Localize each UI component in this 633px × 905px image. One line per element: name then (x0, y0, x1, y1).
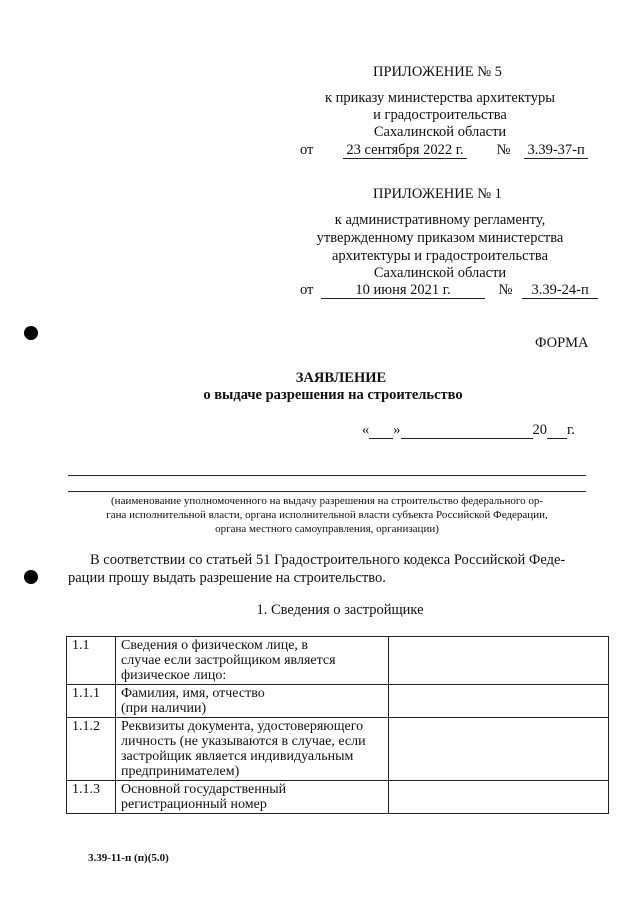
application-subtitle: о выдаче разрешения на строительство (203, 387, 463, 403)
application-title: ЗАЯВЛЕНИЕ (295, 370, 387, 386)
appendix5-date: 23 сентября 2022 г. (343, 142, 467, 159)
authority-line-1 (68, 475, 586, 476)
row-value-field[interactable] (389, 781, 609, 814)
appendix5-line1: к приказу министерства архитектуры (324, 90, 556, 106)
appendix1-line4: Сахалинской области (373, 265, 507, 281)
appendix1-line2: утвержденному приказом министерства (316, 230, 564, 246)
application-date-row (362, 422, 575, 439)
row-label-line: личность (не указываются в случае, если (121, 734, 366, 749)
appendix1-number: 3.39-24-п (522, 282, 598, 299)
date-open-quote: « (362, 422, 370, 438)
date-month-blank (401, 422, 533, 439)
appendix5-line2: и градостроительства (373, 107, 507, 123)
row-label-line: случае если застройщиком является (121, 653, 336, 668)
appendix5-line3: Сахалинской области (373, 124, 507, 140)
appendix5-num-sign: № (496, 142, 511, 158)
row-label-line: Основной государственный (121, 782, 287, 797)
applicant-info-table (66, 636, 609, 814)
appendix1-from-label: от (300, 282, 314, 298)
row-label-line: физическое лицо: (121, 668, 227, 683)
binder-hole-top (24, 326, 38, 340)
binder-hole-bottom (24, 570, 38, 584)
table-row (67, 637, 609, 685)
row-label-line: регистрационный номер (121, 797, 267, 812)
appendix1-date-row (300, 282, 598, 299)
date-close-quote: » (393, 422, 401, 438)
row-label-line: Фамилия, имя, отчество (121, 686, 265, 701)
appendix1-title: ПРИЛОЖЕНИЕ № 1 (373, 186, 502, 202)
row-label-line: предпринимателем) (121, 764, 240, 779)
table-row (67, 781, 609, 814)
row-label (116, 718, 389, 781)
row-label-line: застройщик является индивидуальным (121, 749, 354, 764)
row-number: 1.1.2 (67, 718, 116, 781)
authority-note-line3: органа местного самоуправления, организации) (215, 523, 439, 535)
appendix1-num-sign: № (498, 282, 513, 298)
body-text-line2: рации прошу выдать разрешение на строительство. (68, 570, 386, 586)
row-number: 1.1.3 (67, 781, 116, 814)
footer-code: 3.39-11-п (п)(5.0) (88, 852, 169, 864)
row-label (116, 685, 389, 718)
row-label (116, 637, 389, 685)
authority-note-line1: (наименование уполномоченного на выдачу разрешения на строительство федерального ор- (111, 495, 543, 507)
appendix5-date-row (300, 142, 588, 159)
row-label-line: Сведения о физическом лице, в (121, 638, 309, 653)
appendix5-title: ПРИЛОЖЕНИЕ № 5 (373, 64, 502, 80)
appendix1-date: 10 июня 2021 г. (321, 282, 485, 299)
authority-note-line2: гана исполнительной власти, органа исполнительной власти субъекта Российской Федерации, (106, 509, 548, 521)
date-day-blank (369, 422, 393, 439)
appendix5-from-label: от (300, 142, 314, 158)
appendix1-line3: архитектуры и градостроительства (331, 248, 549, 264)
row-label (116, 781, 389, 814)
table-row (67, 718, 609, 781)
form-label: ФОРМА (535, 335, 589, 351)
section1-title: 1. Сведения о застройщике (256, 602, 424, 618)
row-value-field[interactable] (389, 718, 609, 781)
row-label-line: (при наличии) (121, 701, 207, 716)
appendix1-line1: к административному регламенту, (334, 212, 546, 228)
row-number: 1.1.1 (67, 685, 116, 718)
body-text-line1: В соответствии со статьей 51 Градостроительного кодекса Российской Феде- (90, 552, 566, 568)
authority-line-2 (68, 491, 586, 492)
row-number: 1.1 (67, 637, 116, 685)
date-year-blank (547, 422, 567, 439)
appendix5-number: 3.39-37-п (524, 142, 588, 159)
date-year-prefix: 20 (532, 422, 547, 438)
date-year-suffix: г. (567, 422, 575, 438)
row-value-field[interactable] (389, 685, 609, 718)
row-label-line: Реквизиты документа, удостоверяющего (121, 719, 364, 734)
row-value-field[interactable] (389, 637, 609, 685)
table-row (67, 685, 609, 718)
